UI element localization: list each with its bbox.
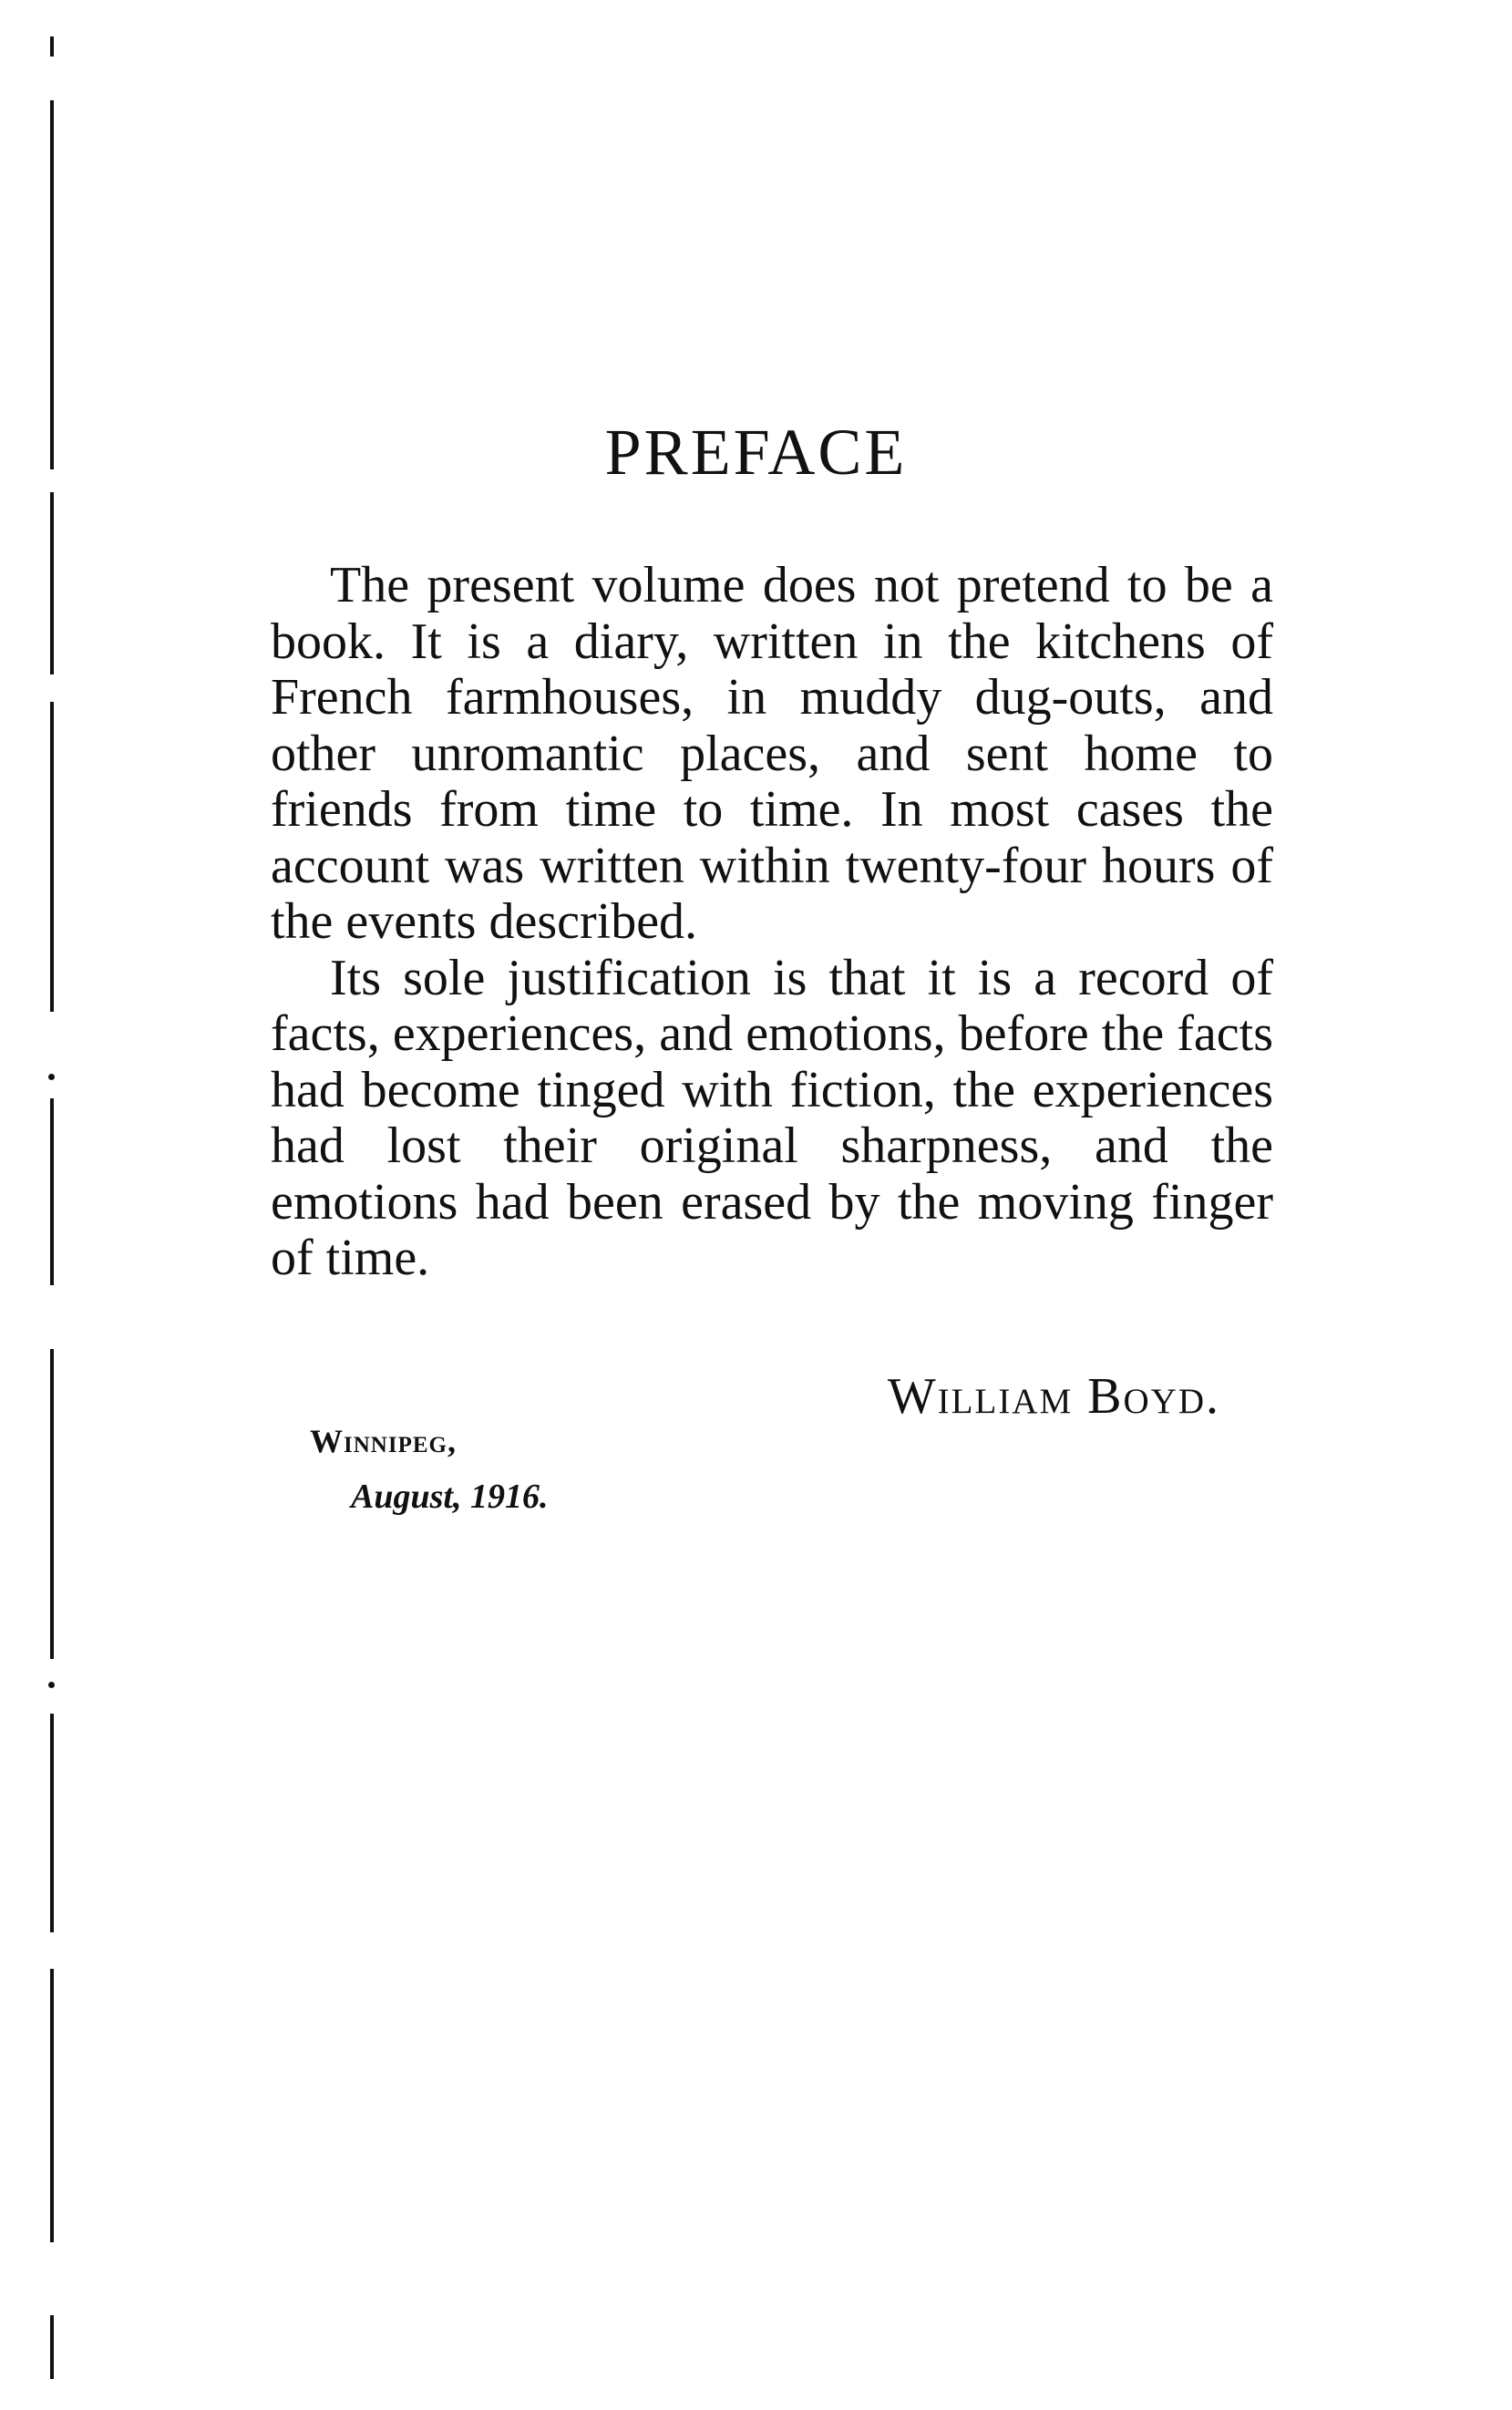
scan-edge-line [50, 492, 54, 675]
page-title: PREFACE [604, 416, 908, 489]
scan-edge-dot [48, 1682, 55, 1688]
date-line: August, 1916. [351, 1478, 549, 1516]
author-signature: William Boyd. [887, 1368, 1220, 1425]
place-line: Winnipeg, [310, 1423, 457, 1459]
paragraph: The present volume does not pretend to be a book. It is a diary, written in the kitchens of French farmhouses, in muddy dug-outs, and other unromantic places, and sent home to friends from time to time. In most cases the account was written within twenty-four hours of the events described. [271, 557, 1273, 950]
preface-body [271, 558, 1273, 1287]
scan-edge-line [50, 1714, 54, 1932]
scan-edge-line [50, 1349, 54, 1659]
scan-edge-dot [48, 1074, 55, 1080]
scan-edge-line [50, 1969, 54, 2242]
scan-edge-line [50, 2315, 54, 2379]
paragraph: Its sole justification is that it is a record of facts, experiences, and emotions, before the facts had become tinged with fiction, the experiences had lost their original sharpness, and the emotions had been erased by the moving finger of time. [271, 949, 1273, 1286]
scan-edge-line [50, 36, 54, 57]
scan-edge-line [50, 702, 54, 1012]
scan-edge-line [50, 1098, 54, 1285]
